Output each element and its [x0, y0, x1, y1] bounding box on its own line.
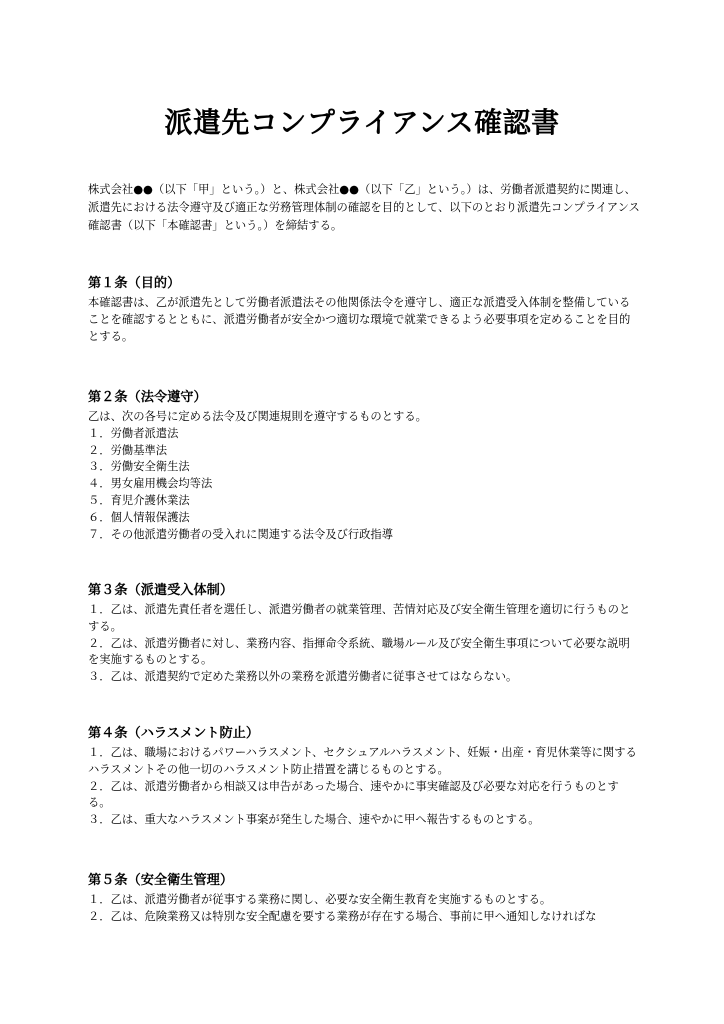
article-body [88, 745, 640, 829]
list-item: ７．その他派遣労働者の受入れに関連する法令及び行政指導 [88, 527, 394, 541]
article-body [88, 602, 640, 686]
list-item: ４．男女雇用機会均等法 [88, 477, 213, 491]
list-item: ５．育児介護休業法 [88, 493, 190, 507]
article-heading: 第１条（目的） [88, 276, 181, 291]
article-body [88, 892, 640, 926]
article-heading: 第２条（法令遵守） [88, 390, 207, 405]
list-item: ２．乙は、派遣労働者に対し、業務内容、指揮命令系統、職場ルール及び安全衛生事項について必要な説明を実施するものとする。 [88, 636, 630, 667]
list-item: １．労働者派遣法 [88, 426, 179, 440]
article-text: 本確認書は、乙が派遣先として労働者派遣法その他関係法令を遵守し、適正な派遣受入体制を整備していることを確認するとともに、派遣労働者が安全かつ適切な環境で就業できるよう必要事項を定めることを目的とする。 [88, 296, 631, 343]
article-2 [88, 388, 640, 543]
article-item-list [88, 892, 640, 926]
article-item-list [88, 426, 640, 544]
document-title: 派遣先コンプライアンス確認書 [164, 106, 560, 139]
article-body [88, 295, 640, 345]
article-5 [88, 871, 640, 926]
list-item: １．乙は、派遣先責任者を選任し、派遣労働者の就業管理、苦情対応及び安全衛生管理を適切に行うものとする。 [88, 603, 631, 633]
article-item-list [88, 602, 640, 686]
article-heading: 第３条（派遣受入体制） [88, 583, 234, 598]
intro-paragraph: 株式会社●●（以下「甲」という。）と、株式会社●●（以下「乙」という。）は、労働者派遣契約に関連し、派遣先における法令遵守及び適正な労務管理体制の確認を目的として、以下のとおり派遣先コンプライアンス確認書（以下「本確認書」という。）を締結する。 [88, 183, 640, 232]
article-4 [88, 724, 640, 829]
list-item: ２．乙は、危険業務又は特別な安全配慮を要する業務が存在する場合、事前に甲へ通知しなければな [88, 909, 597, 923]
article-3 [88, 581, 640, 686]
list-item: ３．乙は、重大なハラスメント事案が発生した場合、速やかに甲へ報告するものとする。 [88, 813, 540, 827]
list-item: ３．労働安全衛生法 [88, 460, 190, 474]
article-heading: 第５条（安全衛生管理） [88, 873, 234, 888]
list-item: ２．労働基準法 [88, 443, 168, 457]
article-1 [88, 274, 640, 345]
article-body [88, 409, 640, 543]
list-item: １．乙は、派遣労働者が従事する業務に関し、必要な安全衛生教育を実施するものとする。 [88, 893, 552, 906]
list-item: ２．乙は、派遣労働者から相談又は申告があった場合、速やかに事実確認及び必要な対応を行うものとする。 [88, 779, 619, 810]
list-item: ６．個人情報保護法 [88, 510, 190, 524]
article-item-list [88, 745, 640, 829]
article-heading: 第４条（ハラスメント防止） [88, 726, 260, 741]
list-item: ３．乙は、派遣契約で定めた業務以外の業務を派遣労働者に従事させてはならない。 [88, 670, 518, 684]
article-lead: 乙は、次の各号に定める法令及び関連規則を遵守するものとする。 [88, 410, 427, 423]
list-item: １．乙は、職場におけるパワーハラスメント、セクシュアルハラスメント、妊娠・出産・育児休業等に関するハラスメントその他一切のハラスメント防止措置を講じるものとする。 [88, 746, 637, 776]
